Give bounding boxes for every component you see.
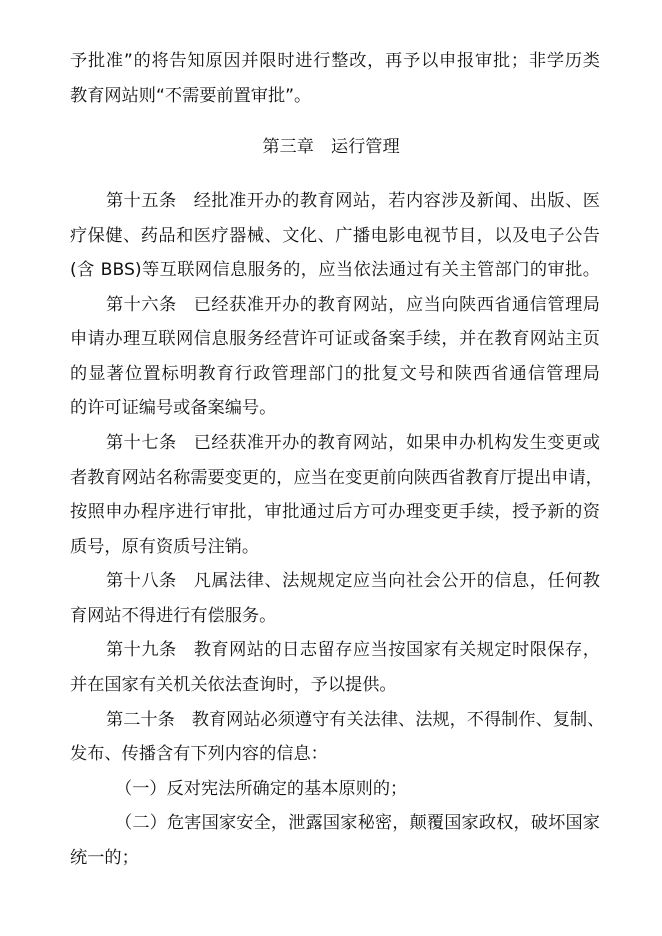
article-number: 第十八条	[106, 571, 177, 591]
article-17-first-line: 第十七条 已经获准开办的教育网站，如果申办机构发生变更或	[106, 433, 600, 453]
article-16-line: 的许可证编号或备案编号。	[70, 398, 277, 418]
article-number: 第十六条	[106, 295, 177, 315]
chapter-number: 第三章	[262, 137, 314, 157]
article-17-line: 者教育网站名称需要变更的，应当在变更前向陕西省教育厅提出申请，	[70, 468, 603, 488]
article-15-line: 疗保健、药品和医疗器械、文化、广播电影电视节目，以及电子公告	[70, 226, 600, 246]
article-number: 第二十条	[106, 710, 175, 730]
article-17-line: 质号，原有资质号注销。	[70, 537, 260, 557]
article-16-first-line: 第十六条 已经获准开办的教育网站，应当向陕西省通信管理局	[106, 295, 600, 315]
list-item-2-first-line: （二）危害国家安全，泄露国家秘密，颠覆国家政权，破坏国家	[115, 813, 600, 833]
article-15-line: (含 BBS)等互联网信息服务的，应当依法通过有关主管部门的审批。	[70, 260, 600, 280]
article-20-first-line: 第二十条 教育网站必须遵守有关法律、法规，不得制作、复制、	[106, 710, 605, 730]
article-16-line: 申请办理互联网信息服务经营许可证或备案手续，并在教育网站主页	[70, 329, 600, 349]
article-16-line: 的显著位置标明教育行政管理部门的批复文号和陕西省通信管理局	[70, 364, 600, 384]
article-20-line: 发布、传播含有下列内容的信息：	[70, 744, 328, 764]
article-19-first-line: 第十九条 教育网站的日志留存应当按国家有关规定时限保存，	[106, 640, 600, 660]
list-item-1: （一）反对宪法所确定的基本原则的；	[115, 779, 408, 799]
article-18-line: 育网站不得进行有偿服务。	[70, 606, 277, 626]
list-item-2-line: 统一的；	[70, 848, 139, 868]
article-number: 第十七条	[106, 433, 177, 453]
article-number: 第十九条	[106, 640, 177, 660]
article-number: 第十五条	[106, 191, 177, 211]
chapter-title: 运行管理	[330, 137, 400, 157]
intro-line-1: 予批准”的将告知原因并限时进行整改，再予以申报审批；非学历类	[70, 51, 600, 71]
chapter-heading	[0, 130, 662, 165]
article-18-first-line: 第十八条 凡属法律、法规规定应当向社会公开的信息，任何教	[106, 571, 600, 591]
intro-line-2: 教育网站则“不需要前置审批”。	[70, 86, 312, 106]
article-19-line: 并在国家有关机关依法查询时，予以提供。	[70, 675, 397, 695]
article-17-line: 按照申办程序进行审批，审批通过后方可办理变更手续，授予新的资	[70, 502, 600, 522]
article-15-first-line: 第十五条 经批准开办的教育网站，若内容涉及新闻、出版、医	[106, 191, 600, 211]
